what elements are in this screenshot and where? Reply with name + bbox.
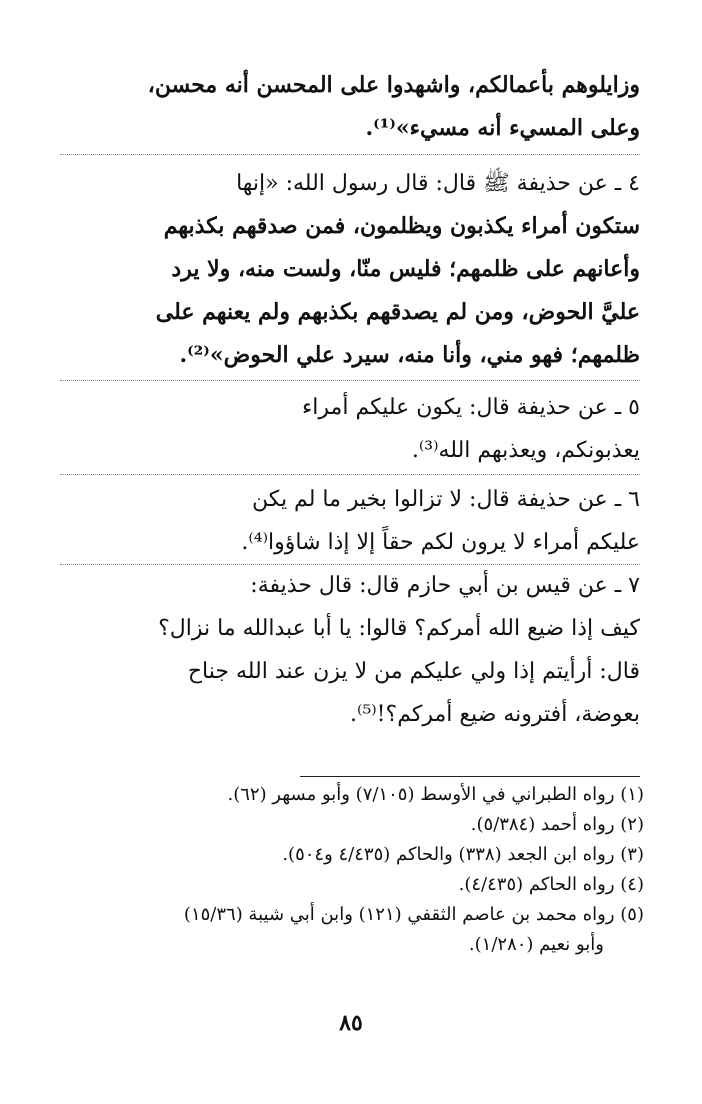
footnote-rule (300, 776, 640, 777)
paragraph-separator (60, 474, 640, 475)
text-line: وزايلوهم بأعمالكم، واشهدوا على المحسن أنه محسن، (147, 72, 640, 98)
page-number: ٨٥ (339, 1010, 363, 1036)
footnote-4: (٤) رواه الحاكم (٤/٤٣٥). (458, 874, 644, 895)
text-line: ستكون أمراء يكذبون ويظلمون، فمن صدقهم بكذبهم (163, 213, 640, 239)
footnote-3: (٣) رواه ابن الجعد (٣٣٨) والحاكم (٤/٤٣٥ و٥٠٤). (282, 844, 644, 865)
text-line: ٥ ـ عن حذيفة قال: يكون عليكم أمراء (301, 395, 640, 420)
text-line: كيف إذا ضيع الله أمركم؟ قالوا: يا أبا عبدالله ما نزال؟ (158, 616, 640, 641)
text-line: ٤ ـ عن حذيفة ﷺ قال: قال رسول الله: «إنها (236, 171, 640, 196)
footnote-1: (١) رواه الطبراني في الأوسط (٧/١٠٥) وأبو مسهر (٦٢). (227, 784, 644, 805)
text-line: وعلى المسيء أنه مسيء»⁽¹⁾. (365, 115, 640, 141)
footnotes (54, 780, 644, 960)
text-line: ٦ ـ عن حذيفة قال: لا تزالوا بخير ما لم يكن (252, 487, 640, 512)
footnote-5: (٥) رواه محمد بن عاصم الثقفي (١٢١) وابن أبي شيبة (١٥/٣٦) (183, 904, 644, 925)
paragraph-1 (60, 64, 640, 150)
text-line: ظلمهم؛ فهو مني، وأنا منه، سيرد علي الحوض»⁽²⁾. (179, 342, 640, 368)
paragraph-separator (60, 154, 640, 155)
text-line: يعذبونكم، ويعذبهم الله⁽³⁾. (411, 438, 640, 463)
text-line: عليَّ الحوض، ومن لم يصدقهم بكذبهم ولم يعنهم على (155, 299, 640, 325)
paragraph-separator (60, 380, 640, 381)
footnote-5-continuation: وأبو نعيم (١/٢٨٠). (468, 934, 604, 955)
paragraph-hadith-4 (60, 162, 640, 377)
paragraph-hadith-6 (60, 478, 640, 564)
text-line: ٧ ـ عن قيس بن أبي حازم قال: قال حذيفة: (250, 573, 640, 598)
text-line: قال: أرأيتم إذا ولي عليكم من لا يزن عند الله جناح (187, 659, 640, 684)
text-line: وأعانهم على ظلمهم؛ فليس منّا، ولست منه، ولا يرد (171, 256, 640, 282)
paragraph-hadith-5 (60, 386, 640, 472)
text-line: بعوضة، أفترونه ضيع أمركم؟!⁽⁵⁾. (350, 702, 640, 727)
paragraph-hadith-7 (60, 564, 640, 736)
footnote-2: (٢) رواه أحمد (٥/٣٨٤). (470, 814, 644, 835)
text-line: عليكم أمراء لا يرون لكم حقاً إلا إذا شاؤوا⁽⁴⁾. (241, 530, 640, 555)
